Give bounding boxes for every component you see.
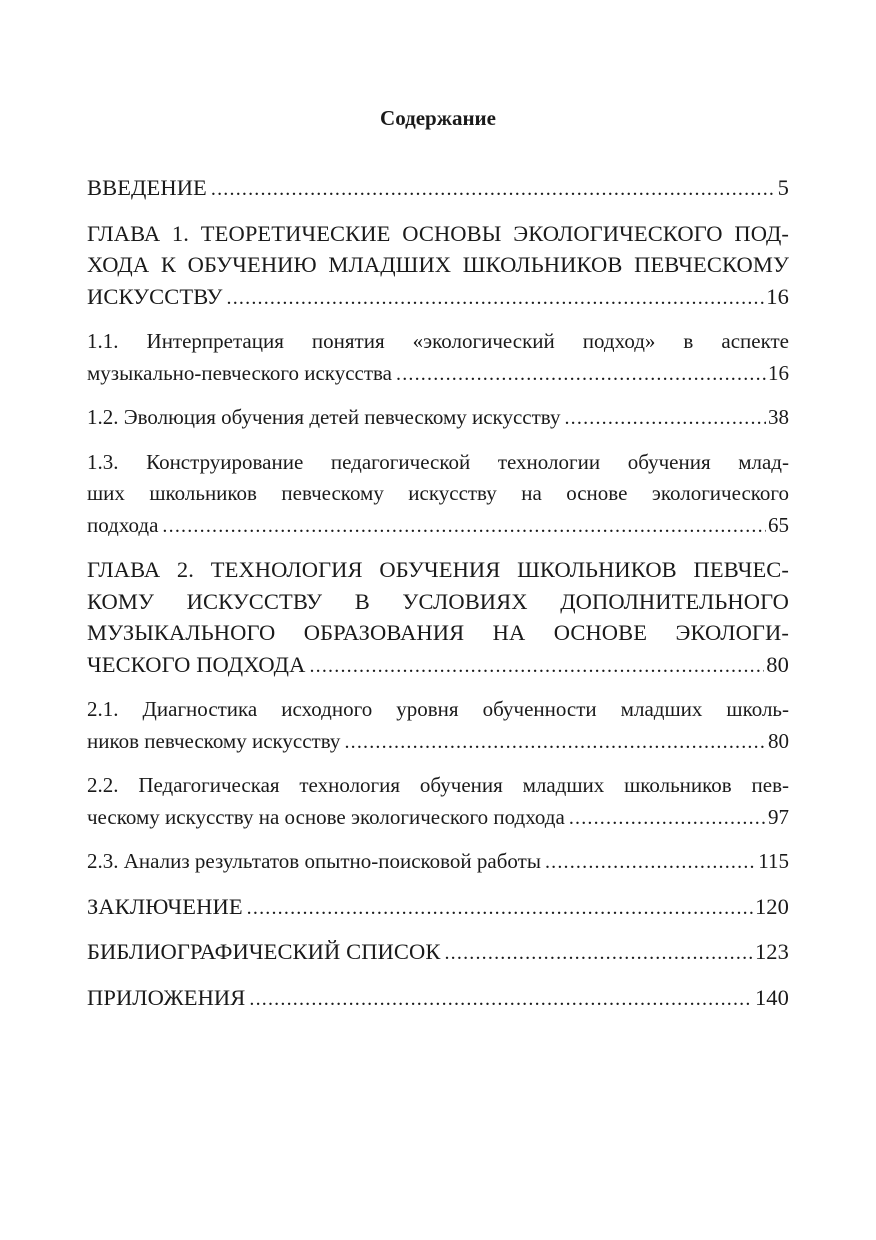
toc-entry[interactable] — [87, 172, 789, 206]
toc-entry-title: БИБЛИОГРАФИЧЕСКИЙ СПИСОК — [87, 939, 441, 964]
toc-entry[interactable] — [87, 846, 789, 879]
toc-entry-line: КОМУ ИСКУССТВУ В УСЛОВИЯХ ДОПОЛНИТЕЛЬНОГО — [87, 588, 789, 614]
dot-leader — [309, 651, 764, 683]
toc-entry-title: ЗАКЛЮЧЕНИЕ — [87, 893, 243, 919]
toc-entry[interactable] — [87, 936, 789, 970]
dot-leader — [227, 283, 765, 315]
toc-entry-line: МУЗЫКАЛЬНОГО ОБРАЗОВАНИЯ НА ОСНОВЕ ЭКОЛОГИ- — [87, 620, 789, 645]
dot-leader — [569, 803, 766, 835]
toc-entry-title: 2.3. Анализ результатов опытно-поисковой работы — [87, 849, 541, 873]
toc-page-number: 38 — [768, 405, 789, 429]
toc-entry-last-line — [87, 936, 789, 970]
toc-page-number: 65 — [768, 512, 789, 537]
dot-leader — [249, 984, 753, 1016]
toc-entry-last-line — [87, 172, 789, 206]
toc-entry-last-line — [87, 358, 789, 391]
toc-page-number: 123 — [754, 939, 789, 964]
dot-leader — [344, 727, 766, 759]
toc-entry-line: ГЛАВА 2. ТЕХНОЛОГИЯ ОБУЧЕНИЯ ШКОЛЬНИКОВ ПЕВЧЕС- — [87, 557, 789, 582]
toc-entry[interactable] — [87, 770, 789, 834]
toc-entry[interactable] — [87, 218, 789, 315]
toc-entry-last-line — [87, 802, 789, 835]
toc-page-number: 120 — [754, 893, 789, 919]
toc-entry-line: ХОДА К ОБУЧЕНИЮ МЛАДШИХ ШКОЛЬНИКОВ ПЕВЧЕСКОМУ — [87, 252, 789, 277]
toc-entry-line: ших школьников певческому искусству на основе экологического — [87, 481, 789, 505]
toc-page-number: 115 — [758, 849, 789, 873]
dot-leader — [564, 403, 766, 435]
dot-leader — [444, 938, 752, 970]
toc-page-number: 5 — [777, 175, 789, 200]
toc-entry[interactable] — [87, 554, 789, 682]
toc-entry[interactable] — [87, 891, 789, 925]
toc-page-number: 80 — [766, 651, 789, 677]
toc-page-number: 97 — [768, 804, 789, 829]
dot-leader — [247, 893, 753, 925]
toc-entry-line: ГЛАВА 1. ТЕОРЕТИЧЕСКИЕ ОСНОВЫ ЭКОЛОГИЧЕСКОГО ПОД- — [87, 220, 789, 246]
toc-entry-title: ЧЕСКОГО ПОДХОДА — [87, 651, 306, 677]
toc-entry-last-line — [87, 510, 789, 543]
toc-entry-title: ИСКУССТВУ — [87, 283, 223, 309]
dot-leader — [545, 847, 756, 879]
toc-entry[interactable] — [87, 326, 789, 390]
dot-leader — [162, 511, 766, 543]
toc-entry-title: ПРИЛОЖЕНИЯ — [87, 984, 246, 1010]
toc-entry-last-line — [87, 726, 789, 759]
toc-entry-line: 2.2. Педагогическая технология обучения младших школьников пев- — [87, 773, 789, 797]
toc-page-number: 80 — [768, 728, 789, 753]
toc-page-number: 16 — [766, 283, 789, 309]
page-title: Содержание — [380, 106, 496, 130]
table-of-contents — [87, 172, 789, 1027]
toc-entry-title: подхода — [87, 512, 159, 537]
dot-leader — [211, 174, 776, 206]
toc-entry-title: ческому искусству на основе экологического подхода — [87, 804, 565, 829]
toc-entry-title: 1.2. Эволюция обучения детей певческому искусству — [87, 405, 561, 429]
toc-entry-last-line — [87, 846, 789, 879]
toc-entry[interactable] — [87, 447, 789, 543]
toc-entry-title: ВВЕДЕНИЕ — [87, 175, 207, 200]
toc-entry-line: 1.1. Интерпретация понятия «экологический подход» в аспекте — [87, 329, 789, 353]
toc-entry-last-line — [87, 281, 789, 315]
toc-entry[interactable] — [87, 694, 789, 758]
toc-entry-line: 2.1. Диагностика исходного уровня обученности младших школь- — [87, 697, 789, 721]
toc-entry-line: 1.3. Конструирование педагогической технологии обучения млад- — [87, 449, 789, 474]
toc-entry[interactable] — [87, 402, 789, 435]
toc-entry-last-line — [87, 649, 789, 683]
toc-page-number: 140 — [754, 984, 789, 1010]
toc-entry-last-line — [87, 402, 789, 435]
toc-entry-title: ников певческому искусству — [87, 728, 341, 753]
toc-entry-title: музыкально-певческого искусства — [87, 360, 392, 385]
toc-page-number: 16 — [768, 360, 789, 385]
dot-leader — [396, 359, 766, 391]
toc-entry-last-line — [87, 982, 789, 1016]
toc-entry[interactable] — [87, 982, 789, 1016]
toc-entry-last-line — [87, 891, 789, 925]
